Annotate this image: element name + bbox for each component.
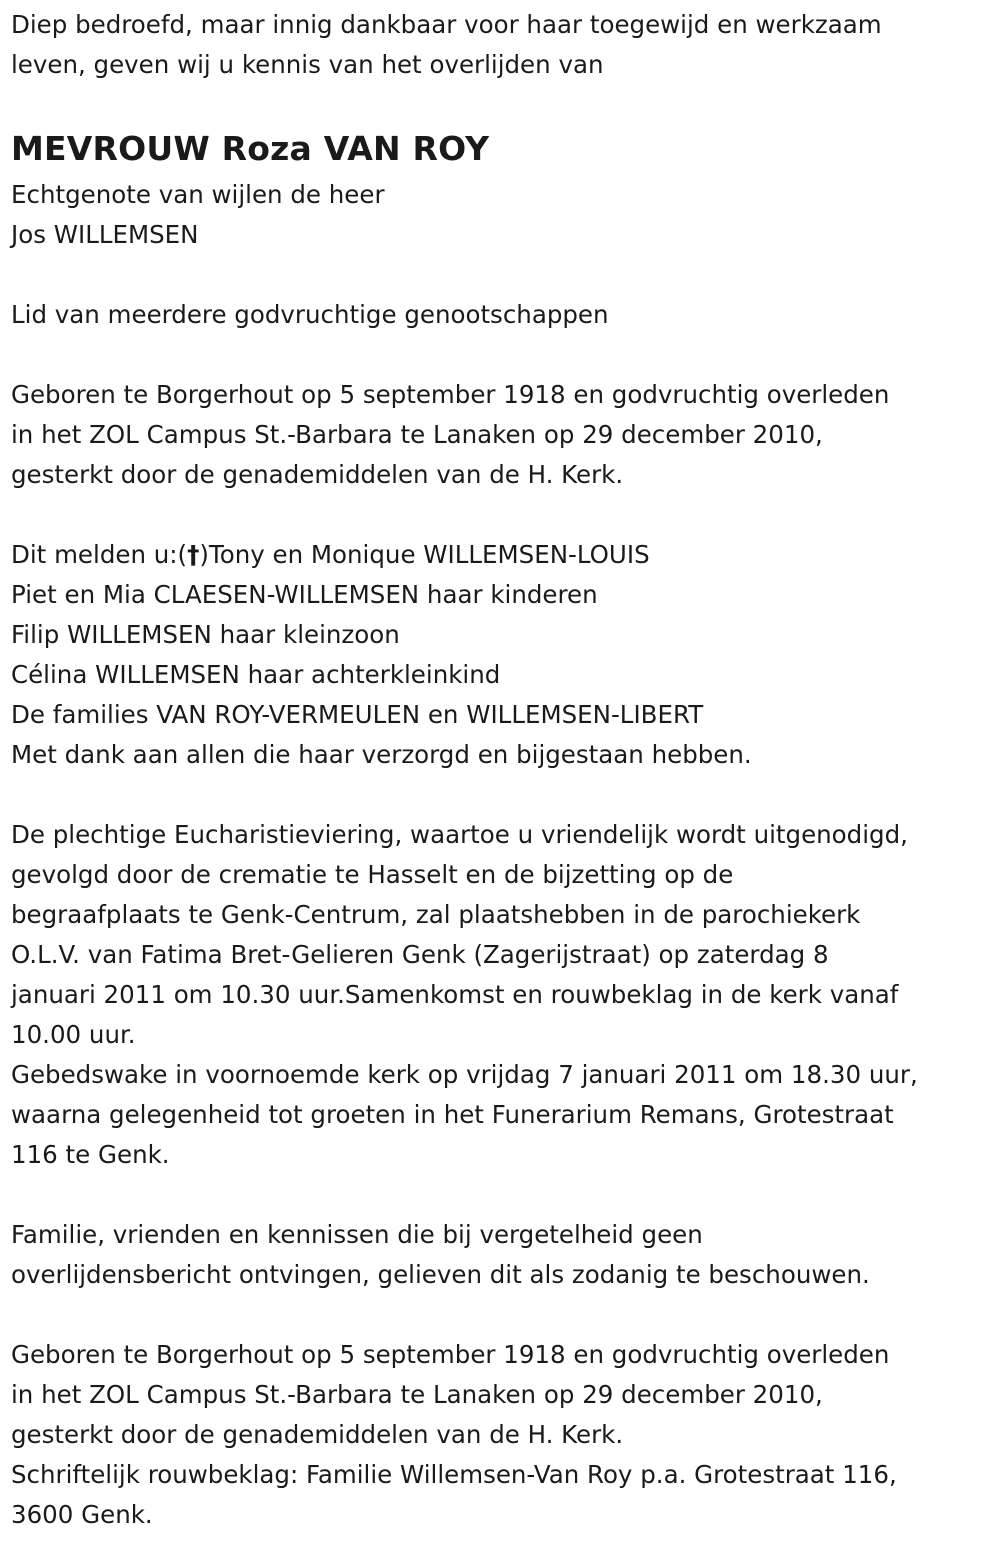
membership-line: Lid van meerdere godvruchtige genootschappen [11, 300, 609, 329]
intro-paragraph [11, 5, 990, 85]
birth-death-line: Geboren te Borgerhout op 5 september 1918 en godvruchtig overleden [11, 380, 890, 409]
cross-icon: † [187, 540, 200, 569]
notice-line: overlijdensbericht ontvingen, gelieven dit als zodanig te beschouwen. [11, 1260, 870, 1289]
birth-death-line: in het ZOL Campus St.-Barbara te Lanaken op 29 december 2010, [11, 420, 823, 449]
ceremony-line: gevolgd door de crematie te Hasselt en de bijzetting op de [11, 860, 734, 889]
intro-line: leven, geven wij u kennis van het overlijden van [11, 50, 604, 79]
ceremony-line: 116 te Genk. [11, 1140, 170, 1169]
family-paragraph [11, 535, 990, 775]
closing-line: in het ZOL Campus St.-Barbara te Lanaken op 29 december 2010, [11, 1380, 823, 1409]
notice-line: Familie, vrienden en kennissen die bij vergetelheid geen [11, 1220, 703, 1249]
ceremony-line: begraafplaats te Genk-Centrum, zal plaatshebben in de parochiekerk [11, 900, 861, 929]
deceased-name: MEVROUW Roza VAN ROY [11, 129, 490, 168]
family-line-first [11, 535, 990, 575]
membership-paragraph [11, 295, 990, 335]
closing-line: Geboren te Borgerhout op 5 september 1918 en godvruchtig overleden [11, 1340, 890, 1369]
family-line: Filip WILLEMSEN haar kleinzoon [11, 620, 400, 649]
spacer [11, 775, 990, 815]
spouse-line: Jos WILLEMSEN [11, 220, 199, 249]
family-line: Célina WILLEMSEN haar achterkleinkind [11, 660, 501, 689]
family-suffix: )Tony en Monique WILLEMSEN-LOUIS [199, 540, 650, 569]
ceremony-line: 10.00 uur. [11, 1020, 136, 1049]
ceremony-line: O.L.V. van Fatima Bret-Gelieren Genk (Zagerijstraat) op zaterdag 8 [11, 940, 829, 969]
spacer [11, 255, 990, 295]
closing-paragraph [11, 1335, 990, 1535]
birth-death-paragraph [11, 375, 990, 495]
birth-death-line: gesterkt door de genademiddelen van de H. Kerk. [11, 460, 624, 489]
closing-line: 3600 Genk. [11, 1500, 153, 1529]
family-line: Met dank aan allen die haar verzorgd en bijgestaan hebben. [11, 740, 752, 769]
closing-line: gesterkt door de genademiddelen van de H. Kerk. [11, 1420, 624, 1449]
spacer [11, 1175, 990, 1215]
ceremony-line: waarna gelegenheid tot groeten in het Funerarium Remans, Grotestraat [11, 1100, 894, 1129]
family-prefix: Dit melden u:( [11, 540, 188, 569]
closing-line: Schriftelijk rouwbeklag: Familie Willemsen-Van Roy p.a. Grotestraat 116, [11, 1460, 897, 1489]
spacer [11, 495, 990, 535]
intro-line: Diep bedroefd, maar innig dankbaar voor haar toegewijd en werkzaam [11, 10, 882, 39]
family-line: De families VAN ROY-VERMEULEN en WILLEMSEN-LIBERT [11, 700, 704, 729]
spouse-paragraph [11, 175, 990, 255]
spouse-line: Echtgenote van wijlen de heer [11, 180, 385, 209]
spacer [11, 335, 990, 375]
ceremony-line: Gebedswake in voornoemde kerk op vrijdag 7 januari 2011 om 18.30 uur, [11, 1060, 918, 1089]
family-line: Piet en Mia CLAESEN-WILLEMSEN haar kinderen [11, 580, 598, 609]
ceremony-line: januari 2011 om 10.30 uur.Samenkomst en rouwbeklag in de kerk vanaf [11, 980, 899, 1009]
notice-paragraph [11, 1215, 990, 1295]
ceremony-paragraph [11, 815, 990, 1175]
ceremony-line: De plechtige Eucharistieviering, waartoe u vriendelijk wordt uitgenodigd, [11, 820, 908, 849]
spacer [11, 1295, 990, 1335]
